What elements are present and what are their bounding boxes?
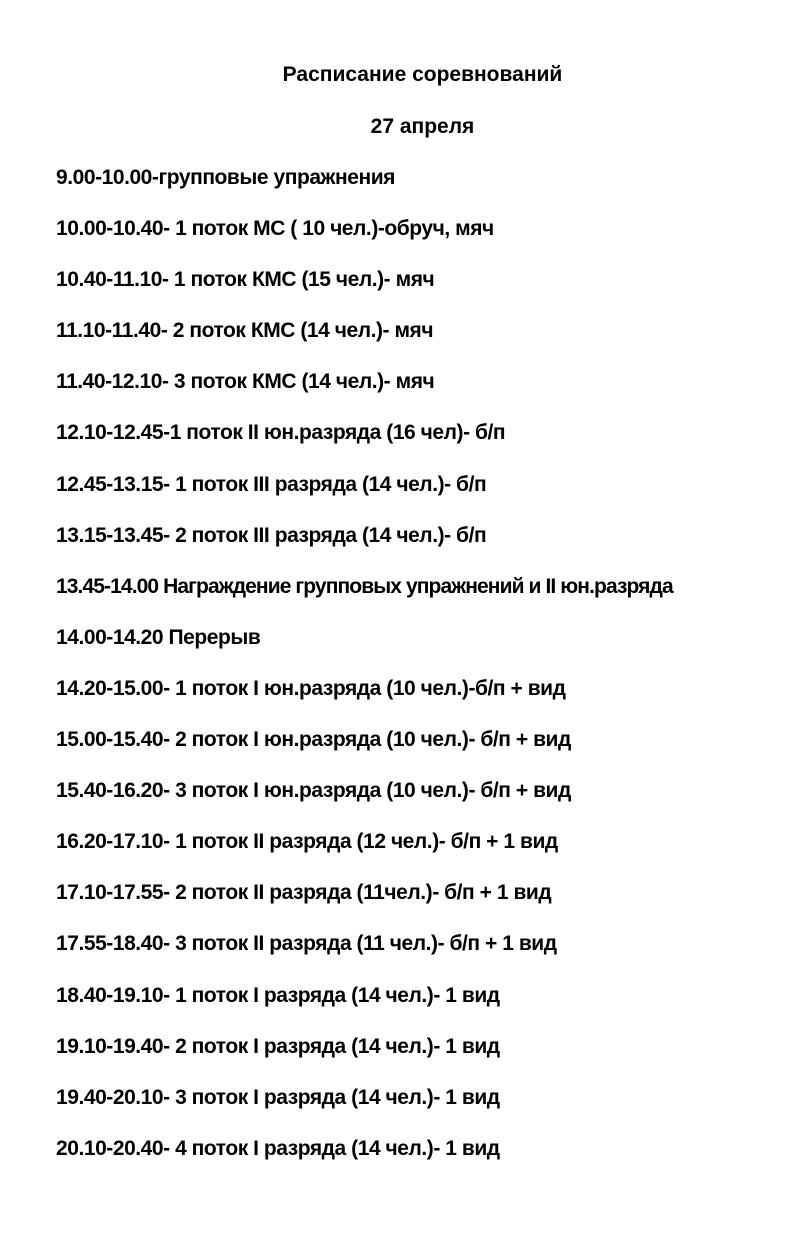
document-date: 27 апреля [370,115,475,138]
schedule-item: 12.45-13.15- 1 поток III разряда (14 чел.)- б/п [56,472,487,496]
schedule-item: 13.45-14.00 Награждение групповых упражнений и II юн.разряда [56,574,673,598]
schedule-item: 14.00-14.20 Перерыв [56,625,261,649]
document-title: Расписание соревнований [282,63,563,86]
schedule-item: 16.20-17.10- 1 поток II разряда (12 чел.)- б/п + 1 вид [56,830,558,854]
schedule-item: 14.20-15.00- 1 поток I юн.разряда (10 чел.)-б/п + вид [56,676,566,700]
schedule-item: 10.40-11.10- 1 поток КМС (15 чел.)- мяч [56,268,435,292]
schedule-item: 11.40-12.10- 3 поток КМС (14 чел.)- мяч [56,370,435,394]
schedule-item: 17.55-18.40- 3 поток II разряда (11 чел.)- б/п + 1 вид [56,932,557,956]
schedule-item: 13.15-13.45- 2 поток III разряда (14 чел.)- б/п [56,523,487,547]
schedule-item: 9.00-10.00-групповые упражнения [56,166,395,189]
schedule-list [56,165,785,1187]
schedule-item: 19.40-20.10- 3 поток I разряда (14 чел.)- 1 вид [56,1085,500,1109]
schedule-item: 11.10-11.40- 2 поток КМС (14 чел.)- мяч [56,319,434,343]
schedule-item: 15.40-16.20- 3 поток I юн.разряда (10 чел.)- б/п + вид [56,779,571,803]
schedule-item: 12.10-12.45-1 поток II юн.разряда (16 чел)- б/п [56,421,506,445]
schedule-item: 15.00-15.40- 2 поток I юн.разряда (10 чел.)- б/п + вид [56,728,571,752]
schedule-item: 19.10-19.40- 2 поток I разряда (14 чел.)- 1 вид [56,1034,500,1058]
schedule-item: 17.10-17.55- 2 поток II разряда (11чел.)- б/п + 1 вид [56,881,552,905]
schedule-item: 20.10-20.40- 4 поток I разряда (14 чел.)- 1 вид [56,1136,500,1160]
schedule-item: 18.40-19.10- 1 поток I разряда (14 чел.)- 1 вид [56,983,500,1007]
schedule-item: 10.00-10.40- 1 поток МС ( 10 чел.)-обруч, мяч [56,217,494,241]
